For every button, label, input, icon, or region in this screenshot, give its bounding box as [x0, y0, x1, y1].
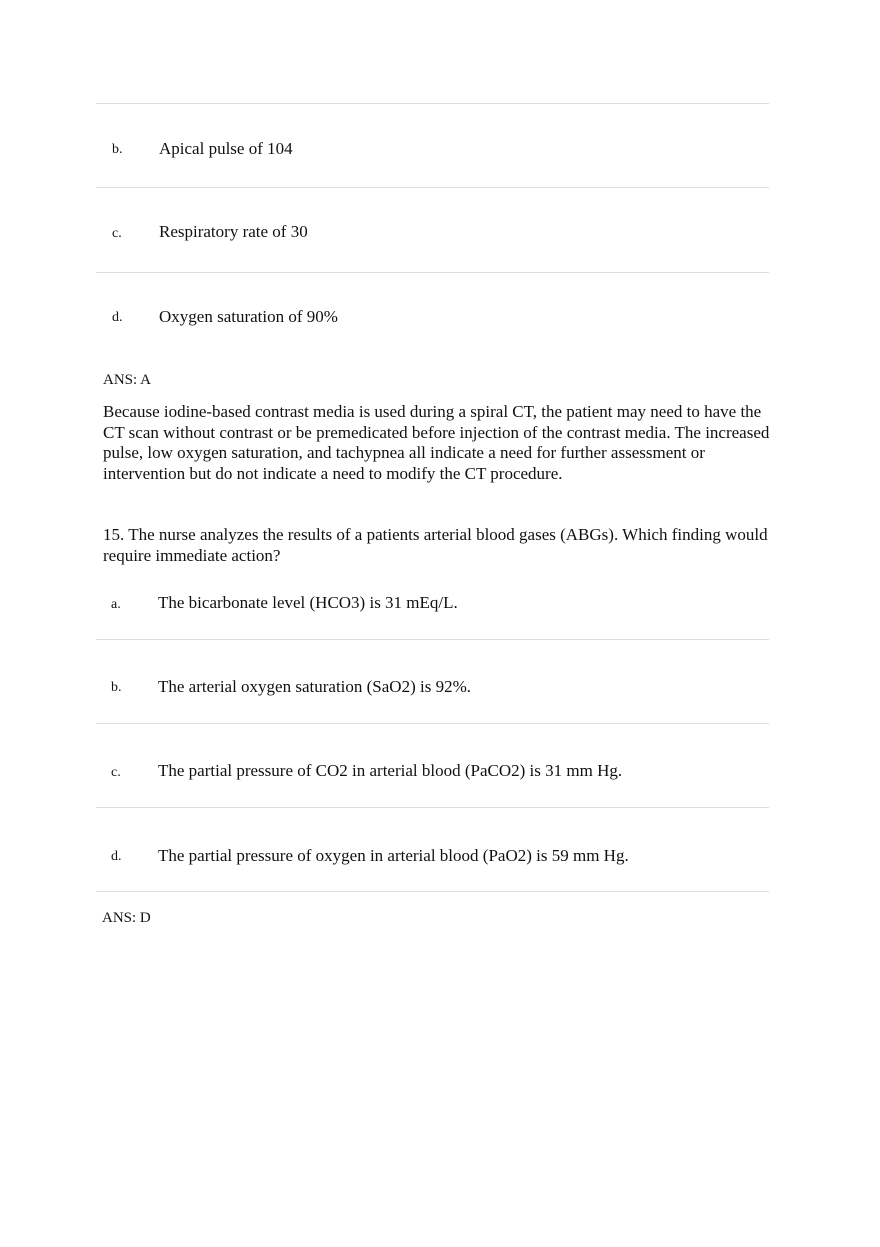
option-letter: b. [112, 142, 123, 157]
divider [96, 187, 769, 188]
answer-label: ANS: D [102, 910, 151, 926]
option-letter: c. [111, 765, 121, 780]
option-text: Oxygen saturation of 90% [159, 307, 338, 326]
divider [96, 272, 769, 273]
option-text: The bicarbonate level (HCO3) is 31 mEq/L. [158, 593, 458, 612]
option-text: The partial pressure of CO2 in arterial blood (PaCO2) is 31 mm Hg. [158, 761, 623, 780]
question-stem: 15. The nurse analyzes the results of a patients arterial blood gases (ABGs). Which finding would require immediate action? [103, 525, 768, 565]
answer-label: ANS: A [103, 372, 151, 388]
divider [96, 639, 769, 640]
divider [96, 103, 769, 104]
option-text: Apical pulse of 104 [159, 139, 293, 158]
option-text: The arterial oxygen saturation (SaO2) is 92%. [158, 677, 471, 696]
option-text: The partial pressure of oxygen in arterial blood (PaO2) is 59 mm Hg. [158, 846, 629, 865]
divider [96, 891, 769, 892]
option-letter: b. [111, 680, 122, 695]
divider [96, 723, 769, 724]
divider [96, 807, 769, 808]
option-letter: c. [112, 226, 122, 241]
option-letter: a. [111, 597, 121, 612]
rationale-text: Because iodine-based contrast media is used during a spiral CT, the patient may need to have the CT scan without contrast or be premedicated before injection of the contrast media. The increased pulse, low oxygen saturation, and tachypnea all indicate a need for further assessment or intervention but do not indicate a need to modify the CT procedure. [103, 402, 770, 483]
option-letter: d. [112, 310, 123, 325]
option-text: Respiratory rate of 30 [159, 222, 308, 241]
option-letter: d. [111, 849, 122, 864]
